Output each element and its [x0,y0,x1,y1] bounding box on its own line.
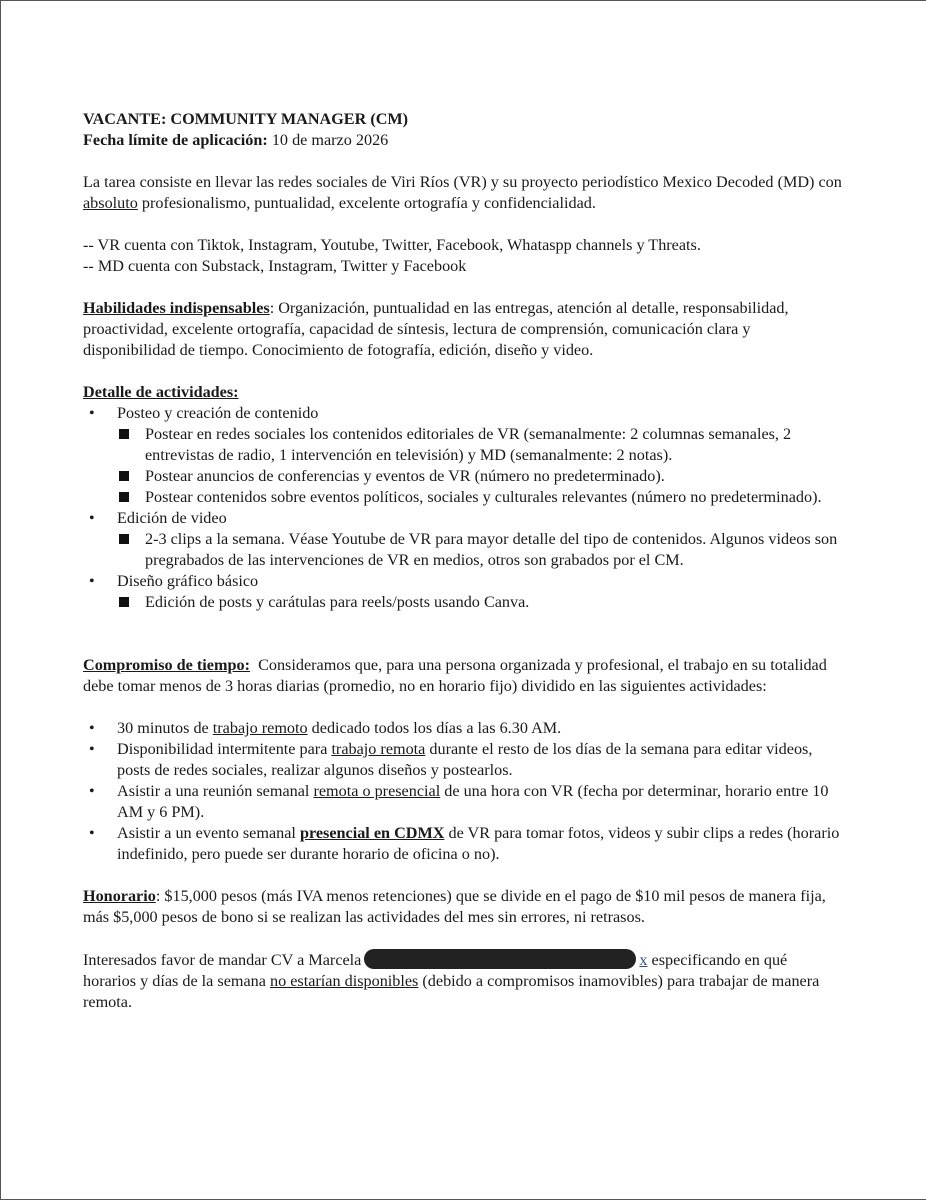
sub-list [117,592,843,613]
item-emphasis: presencial en CDMX [299,824,445,842]
list-item [83,571,843,613]
item-emphasis: trabajo remota [331,740,426,758]
skills-text: : Organización, puntualidad en las entregas, atención al detalle, responsabilidad, proactividad, excelente ortografía, capacidad de síntesis, lectura de comprensión, comunicación clara y disponibilidad de tiempo. Conocimiento de fotografía, edición, diseño y video. [83,299,789,359]
deadline-value: 10 de marzo 2026 [271,131,389,149]
skills-heading: Habilidades indispensables [83,299,270,317]
activities-list [83,403,843,613]
list-item [83,403,843,508]
sub-list-item: Edición de posts y carátulas para reels/posts usando Canva. [117,592,843,613]
list-item [83,823,843,865]
activity-label: Posteo y creación de contenido [117,404,319,422]
email-link[interactable]: x [639,951,648,969]
intro-text: La tarea consiste en llevar las redes sociales de Viri Ríos (VR) y su proyecto periodístico Mexico Decoded (MD) con [83,173,842,191]
item-emphasis: remota o presencial [313,782,441,800]
md-channels-line: -- MD cuenta con Substack, Instagram, Twitter y Facebook [83,257,467,275]
intro-emphasis: absoluto [83,194,138,212]
time-list [83,718,843,865]
list-item [83,739,843,781]
deadline-label: Fecha límite de aplicación: [83,131,268,149]
item-text: Asistir a un evento semanal [117,824,296,842]
sub-list-item: Postear en redes sociales los contenidos editoriales de VR (semanalmente: 2 columnas semanales, 2 entrevistas de radio, 1 intervención en televisión) y MD (semanalmente: 2 notas). [117,424,843,466]
activity-label: Edición de video [117,509,227,527]
item-text-end: durante el resto de los días de la semana para editar videos, posts de redes sociales, realizar algunos diseños y postearlos. [117,740,813,779]
contact-text: Interesados favor de mandar CV a Marcela [83,951,362,969]
time-commitment-paragraph [83,655,843,697]
intro-paragraph [83,172,843,214]
activities-heading: Detalle de actividades: [83,383,239,401]
item-text: 30 minutos de [117,719,209,737]
fee-paragraph [83,886,843,928]
sub-list [117,529,843,571]
sub-list [117,424,843,508]
contact-paragraph [83,949,843,1013]
sub-list-item: Postear anuncios de conferencias y eventos de VR (número no predeterminado). [117,466,843,487]
list-item [83,508,843,571]
list-item [83,781,843,823]
contact-text-mid: especificando en qué horarios y días de la semana [83,951,788,990]
sub-list-item: 2-3 clips a la semana. Véase Youtube de VR para mayor detalle del tipo de contenidos. Algunos videos son pregrabados de las intervenciones de VR en medios, otros son grabados por el CM. [117,529,843,571]
job-title: VACANTE: COMMUNITY MANAGER (CM) [83,110,409,128]
deadline-line [83,130,843,151]
contact-emphasis: no estarían disponibles [270,972,419,990]
time-heading: Compromiso de tiempo: [83,656,250,674]
redacted-email [364,949,636,969]
vr-channels-line: -- VR cuenta con Tiktok, Instagram, Youtube, Twitter, Facebook, Whataspp channels y Threats. [83,236,701,254]
item-text: Asistir a una reunión semanal [117,782,310,800]
item-text-end: de una hora con VR (fecha por determinar, horario entre 10 AM y 6 PM). [117,782,829,821]
document-body [83,109,843,1013]
item-text-end: dedicado todos los días a las 6.30 AM. [311,719,562,737]
contact-text-end: (debido a compromisos inamovibles) para trabajar de manera remota. [83,972,820,1011]
list-item [83,718,843,739]
time-text: Consideramos que, para una persona organizada y profesional, el trabajo en su totalidad debe tomar menos de 3 horas diarias (promedio, no en horario fijo) dividido en las siguientes actividades: [83,656,827,695]
skills-paragraph [83,298,843,361]
item-text: Disponibilidad intermitente para [117,740,328,758]
fee-text: : $15,000 pesos (más IVA menos retenciones) que se divide en el pago de $10 mil pesos de manera fija, más $5,000 pesos de bono si se realizan las actividades del mes sin errores, ni retrasos. [83,887,826,926]
intro-text-end: profesionalismo, puntualidad, excelente ortografía y confidencialidad. [141,194,596,212]
sub-list-item: Postear contenidos sobre eventos políticos, sociales y culturales relevantes (número no predeterminado). [117,487,843,508]
activity-label: Diseño gráfico básico [117,572,259,590]
item-text-end: de VR para tomar fotos, videos y subir clips a redes (horario indefinido, pero puede ser durante horario de oficina o no). [117,824,840,863]
item-emphasis: trabajo remoto [212,719,308,737]
fee-heading: Honorario [83,887,156,905]
